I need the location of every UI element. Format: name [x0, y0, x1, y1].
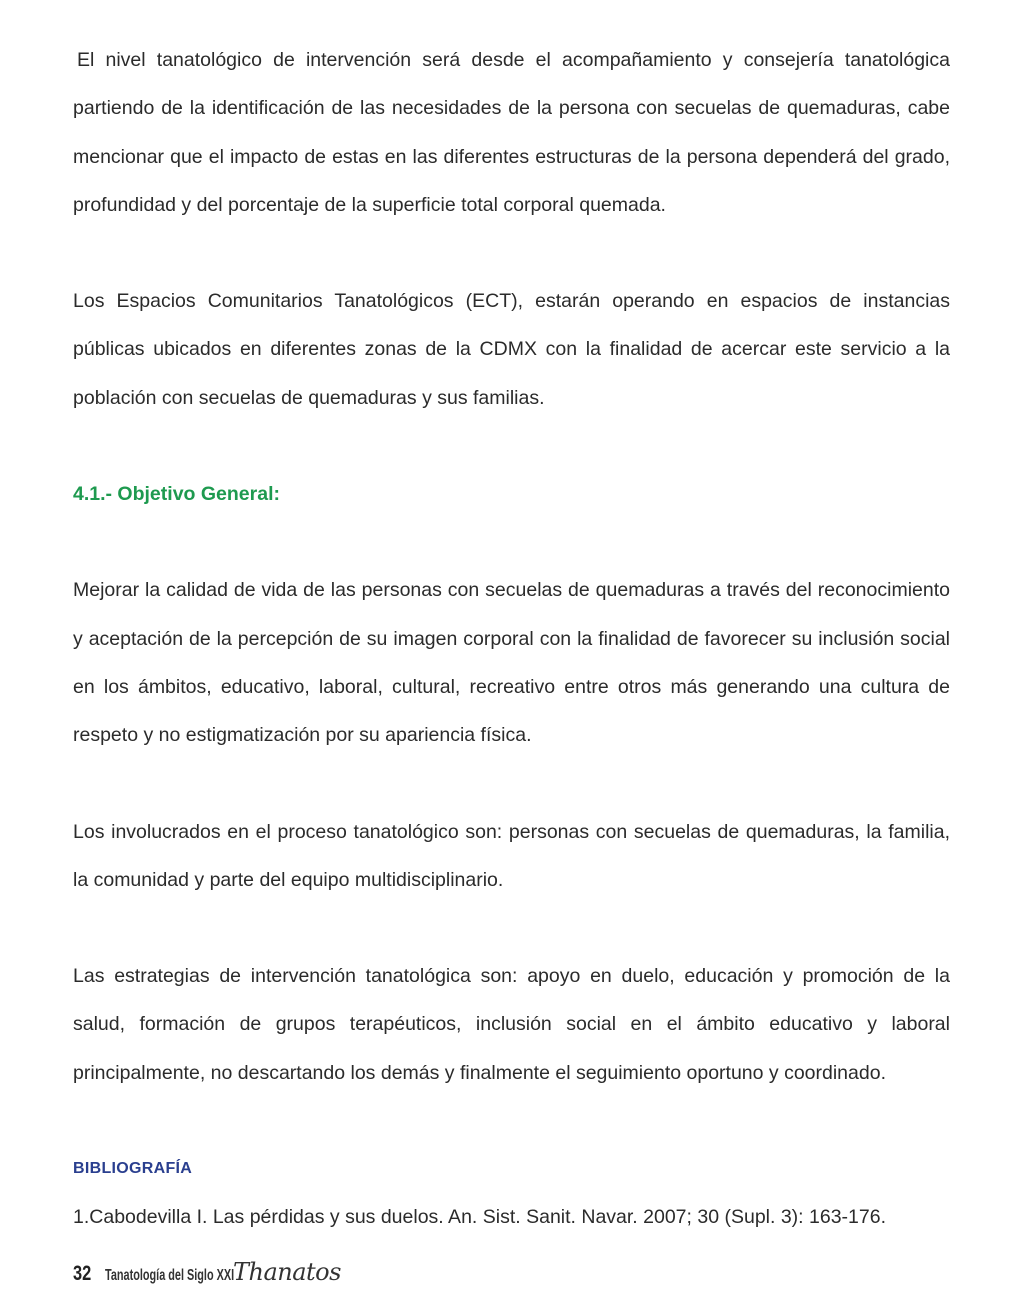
spacer	[73, 760, 950, 808]
paragraph-community-spaces: Los Espacios Comunitarios Tanatológicos (ECT), estarán operando en espacios de instancias públicas ubicados en diferentes zonas de la CDMX con la finalidad de acercar este servicio a la población con secuelas de quemaduras y sus familias.	[73, 290, 950, 409]
spacer	[73, 904, 950, 952]
journal-name: Tanatología del Siglo XXI	[105, 1267, 235, 1284]
spacer	[73, 518, 950, 566]
page-footer	[73, 1258, 341, 1292]
page-number: 32	[73, 1262, 92, 1285]
thanatos-logo: Thanatos	[233, 1258, 341, 1286]
spacer	[73, 422, 950, 470]
spacer	[73, 1097, 950, 1145]
page-body	[73, 36, 950, 1241]
spacer	[73, 229, 950, 277]
paragraph-participants: Los involucrados en el proceso tanatológico son: personas con secuelas de quemaduras, la familia, la comunidad y parte del equipo multidisciplinario.	[73, 820, 950, 891]
bibliography-title: BIBLIOGRAFÍA	[73, 1160, 193, 1178]
paragraph-objective: Mejorar la calidad de vida de las personas con secuelas de quemaduras a través del reconocimiento y aceptación de la percepción de su imagen corporal con la finalidad de favorecer su inclusión social en los ámbitos, educativo, laboral, cultural, recreativo entre otros más generando una cultura de respeto y no estigmatización por su apariencia física.	[73, 579, 950, 747]
section-heading: 4.1.- Objetivo General:	[73, 483, 280, 506]
bibliography-entry: 1.Cabodevilla I. Las pérdidas y sus duelos. An. Sist. Sanit. Navar. 2007; 30 (Supl. 3): 163-176.	[73, 1206, 886, 1229]
paragraph-strategies: Las estrategias de intervención tanatológica son: apoyo en duelo, educación y promoción de la salud, formación de grupos terapéuticos, inclusión social en el ámbito educativo y laboral principalmente, no descartando los demás y finalmente el seguimiento oportuno y coordinado.	[73, 965, 950, 1084]
paragraph-intervention-level: El nivel tanatológico de intervención será desde el acompañamiento y consejería tanatológica partiendo de la identificación de las necesidades de la persona con secuelas de quemaduras, cabe mencionar que el impacto de estas en las diferentes estructuras de la persona dependerá del grado, profundidad y del porcentaje de la superficie total corporal quemada.	[73, 49, 950, 216]
